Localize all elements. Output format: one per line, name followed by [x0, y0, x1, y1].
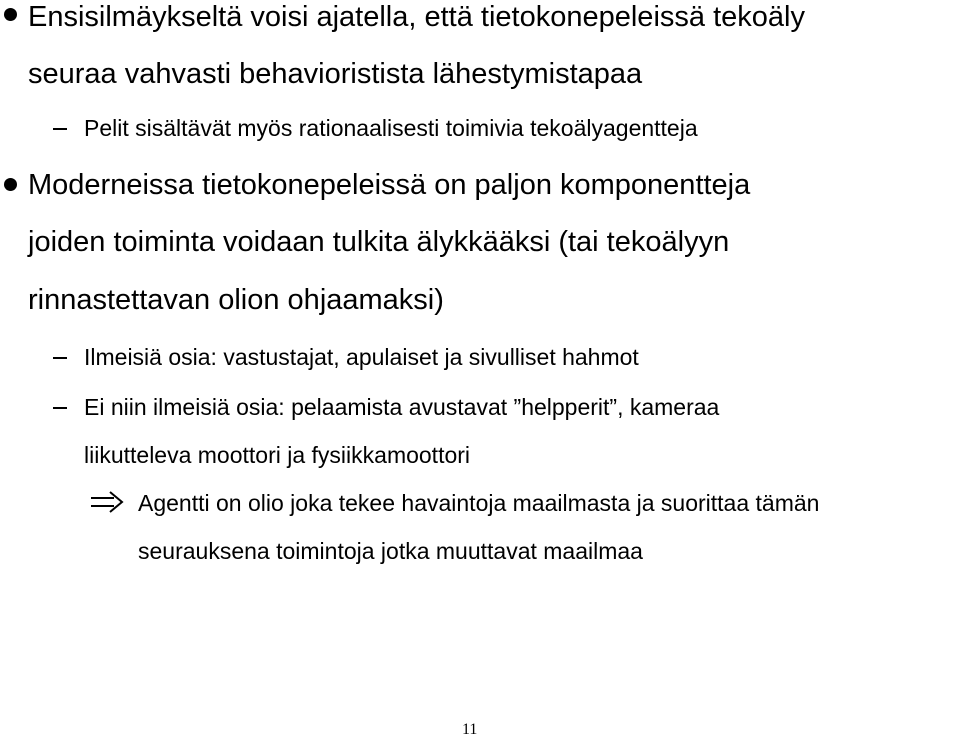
bullet-2-line-2: joiden toiminta voidaan tulkita älykkääksi (tai tekoälyyn: [28, 226, 730, 258]
dash-icon: [53, 357, 67, 359]
bullet-2-subitem-1: Ilmeisiä osia: vastustajat, apulaiset ja sivulliset hahmot: [84, 344, 639, 370]
bullet-2-subitem-2-line-1: Ei niin ilmeisiä osia: pelaamista avustavat ”helpperit”, kameraa: [84, 394, 720, 420]
bullet-1-subitem-1: Pelit sisältävät myös rationaalisesti toimivia tekoälyagentteja: [84, 115, 698, 141]
dash-icon: [53, 128, 67, 130]
bullet-dot-icon: [4, 178, 17, 191]
bullet-1-line-1: Ensisilmäykseltä voisi ajatella, että tietokonepeleissä tekoäly: [28, 1, 805, 33]
implies-arrow-icon: [90, 491, 124, 513]
bullet-2-line-1: Moderneissa tietokonepeleissä on paljon komponentteja: [28, 169, 751, 201]
bullet-1-line-2: seuraa vahvasti behavioristista lähestymistapaa: [28, 58, 643, 90]
conclusion-line-2: seurauksena toimintoja jotka muuttavat maailmaa: [138, 538, 643, 564]
dash-icon: [53, 407, 67, 409]
bullet-dot-icon: [4, 8, 17, 21]
page-number: 11: [462, 721, 478, 738]
bullet-2-line-3: rinnastettavan olion ohjaamaksi): [28, 284, 444, 316]
bullet-2-subitem-2-line-2: liikutteleva moottori ja fysiikkamoottori: [84, 442, 471, 468]
conclusion-line-1: Agentti on olio joka tekee havaintoja maailmasta ja suorittaa tämän: [138, 490, 820, 516]
